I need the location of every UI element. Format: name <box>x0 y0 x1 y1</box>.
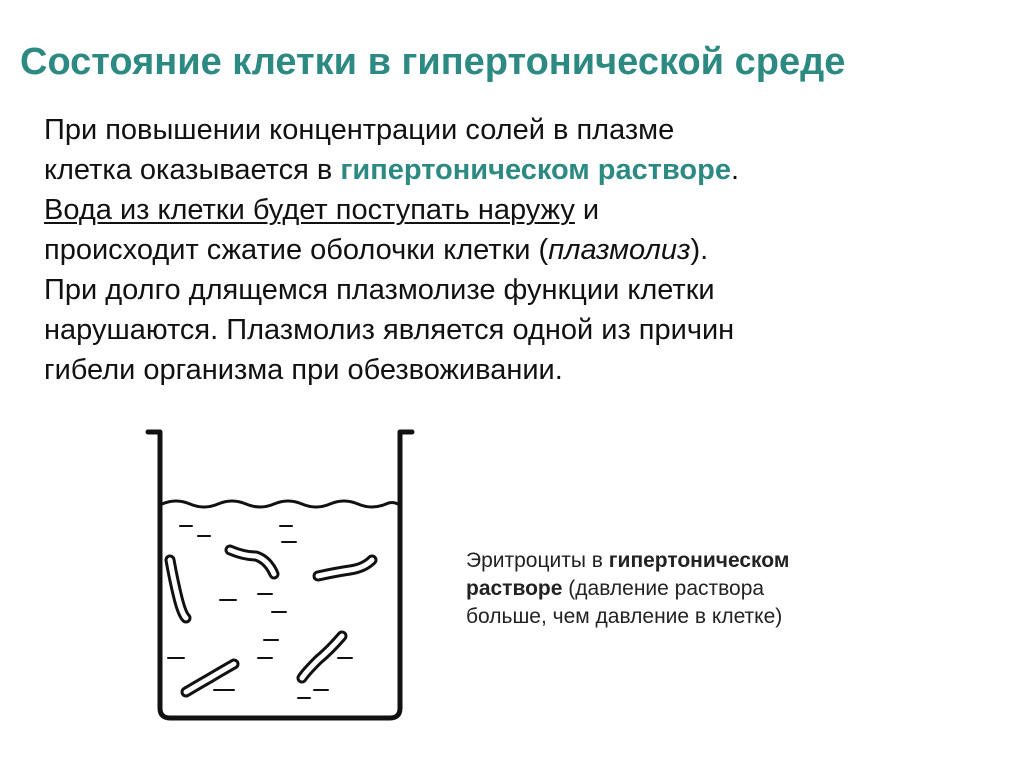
beaker-with-erythrocytes-icon <box>140 422 420 727</box>
caption-line-3: больше, чем давление в клетке) <box>466 605 783 628</box>
body-line-3 <box>44 190 964 230</box>
page-title: Состояние клетки в гипертонической среде <box>20 41 846 83</box>
caption-solution-bold: растворе <box>466 577 563 600</box>
body-line-2 <box>44 150 964 190</box>
caption-line-2-suffix: (давление раствора <box>562 577 765 600</box>
caption-line-1-prefix: Эритроциты в <box>466 549 609 572</box>
body-line-1: При повышении концентрации солей в плазме <box>44 114 675 146</box>
body-line-5: При долго длящемся плазмолизе функции клетки <box>44 274 715 306</box>
water-outflow-underlined: Вода из клетки будет поступать наружу <box>44 194 575 226</box>
body-line-6: нарушаются. Плазмолиз является одной из причин <box>44 314 735 346</box>
erythrocyte-3 <box>318 560 372 576</box>
erythrocyte-4 <box>302 636 342 678</box>
hypertonic-solution-highlight: гипертоническом растворе <box>340 154 731 186</box>
body-line-2-prefix: клетка оказывается в <box>44 154 341 186</box>
erythrocyte-5 <box>186 664 234 692</box>
caption-hypertonic-bold: гипертоническом <box>608 549 790 572</box>
erythrocytes <box>170 550 372 692</box>
water-surface <box>162 501 398 507</box>
body-line-4 <box>44 230 964 270</box>
caption-line-1 <box>466 547 886 575</box>
beaker-outline <box>148 432 412 718</box>
body-line-7: гибели организма при обезвоживании. <box>44 354 563 386</box>
figure-caption <box>466 547 886 631</box>
body-line-2-suffix: . <box>730 154 740 186</box>
body-line-3-suffix: и <box>574 194 600 226</box>
body-text <box>44 110 964 390</box>
erythrocyte-2 <box>230 550 274 574</box>
plasmolysis-term: плазмолиз <box>548 234 691 266</box>
body-line-4-prefix: происходит сжатие оболочки клетки ( <box>44 234 549 266</box>
erythrocyte-1 <box>170 560 186 618</box>
caption-line-2 <box>466 575 886 603</box>
body-line-4-suffix: ). <box>690 234 709 266</box>
